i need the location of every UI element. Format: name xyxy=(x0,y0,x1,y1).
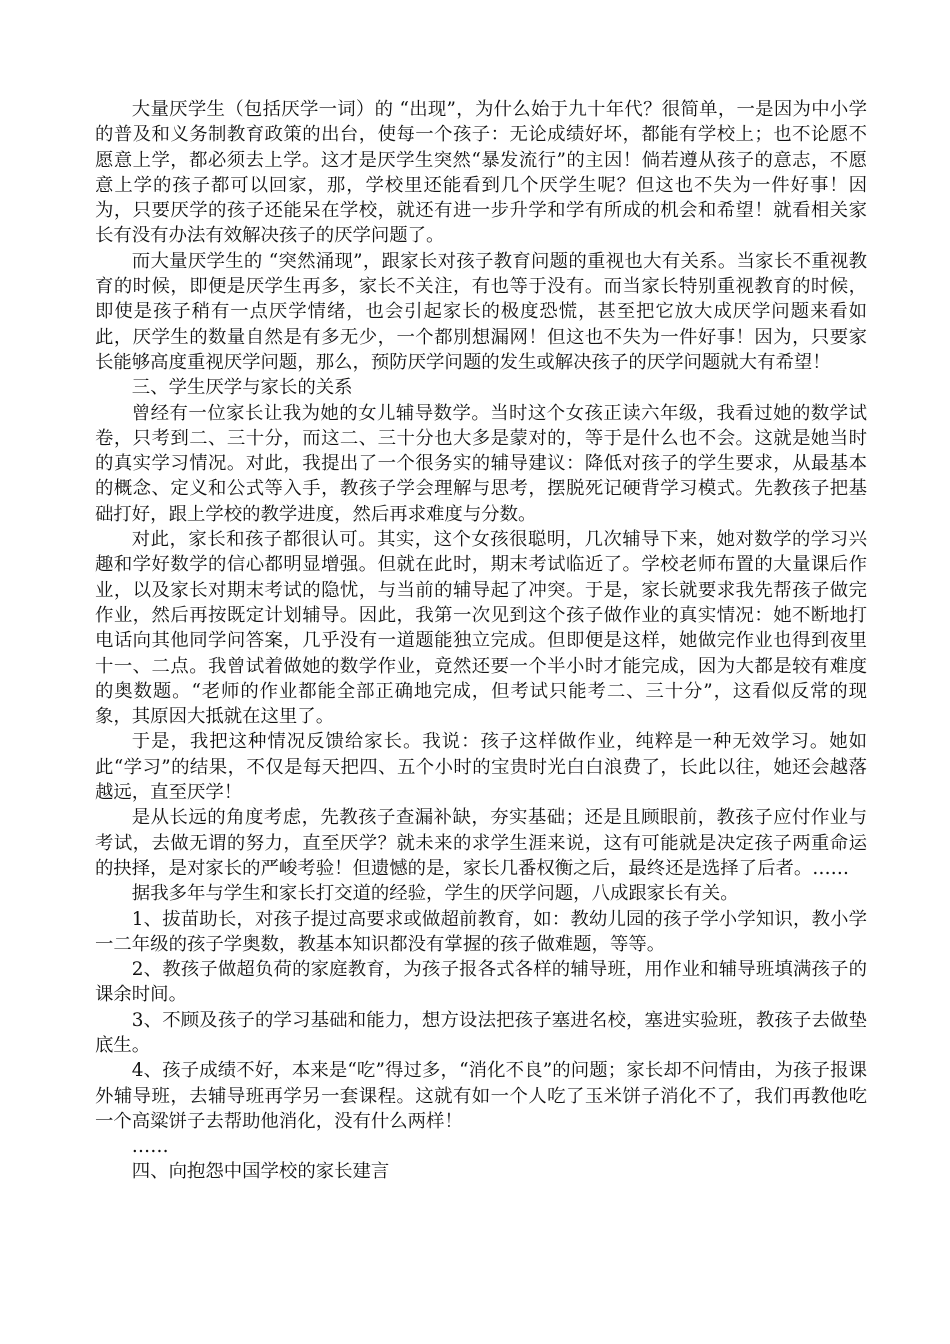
paragraph-8: 据我多年与学生和家长打交道的经验，学生的厌学问题，八成跟家长有关。 xyxy=(131,883,739,905)
paragraph-5: 对此，家长和孩子都很认可。其实，这个女孩很聪明，几次辅导下来，她对数学的学习兴趣和学好数学的信心都明显增强。但就在此时，期末考试临近了。学校老师布置的大量课后作业，以及家长对期末考试的隐忧，与当前的辅导起了冲突。于是，家长就要求我先帮孩子做完作业，然后再按既定计划辅导。因此，我第一次见到这个孩子做作业的真实情况：她不断地打电话向其他同学问答案，几乎没有一道题能独立完成。但即便是这样，她做完作业也得到夜里十一、二点。我曾试着做她的数学作业，竟然还要一个半小时才能完成，因为大都是较有难度的奥数题。“老师的作业都能全部正确地完成，但考试只能考二、三十分”，这看似反常的现象，其原因大抵就在这里了。 xyxy=(95,529,867,728)
section-heading-4: 四、向抱怨中国学校的家长建言 xyxy=(131,1161,390,1183)
paragraph-6: 于是，我把这种情况反馈给家长。我说：孩子这样做作业，纯粹是一种无效学习。她如此“学习”的结果，不仅是每天把四、五个小时的宝贵时光白白浪费了，长此以往，她还会越落越远，直至厌学！ xyxy=(95,731,867,804)
paragraph-7: 是从长远的角度考虑，先教孩子查漏补缺，夯实基础；还是且顾眼前，教孩子应付作业与考试，去做无谓的努力，直至厌学？就未来的求学生涯来说，这有可能就是决定孩子两重命运的抉择，是对家长的严峻考验！但遗憾的是，家长几番权衡之后，最终还是选择了后者。…… xyxy=(95,807,867,879)
section-heading-3: 三、学生厌学与家长的关系 xyxy=(131,377,353,399)
list-item-2: 2、教孩子做超负荷的家庭教育，为孩子报各式各样的辅导班，用作业和辅导班填满孩子的课余时间。 xyxy=(95,959,867,1006)
paragraph-1: 大量厌学生（包括厌学一词）的 “出现”，为什么始于九十年代？很简单，一是因为中小学的普及和义务制教育政策的出台，使每一个孩子：无论成绩好坏，都能有学校上；也不论愿不愿意上学，都必须去上学。这才是厌学生突然“暴发流行”的主因！倘若遵从孩子的意志，不愿意上学的孩子都可以回家，那，学校里还能看到几个厌学生呢？但这也不失为一件好事！因为，只要厌学的孩子还能呆在学校，就还有进一步升学和学有所成的机会和希望！就看相关家长有没有办法有效解决孩子的厌学问题了。 xyxy=(95,99,867,247)
list-item-4: 4、孩子成绩不好，本来是“吃”得过多，“消化不良”的问题；家长却不问情由，为孩子报课外辅导班，去辅导班再学另一套课程。这就有如一个人吃了玉米饼子消化不了，我们再教他吃一个高粱饼子去帮助他消化，没有什么两样！ xyxy=(95,1060,867,1132)
list-item-3: 3、不顾及孩子的学习基础和能力，想方设法把孩子塞进名校，塞进实验班，教孩子去做垫底生。 xyxy=(95,1009,867,1056)
paragraph-4: 曾经有一位家长让我为她的女儿辅导数学。当时这个女孩正读六年级，我看过她的数学试卷，只考到二、三十分，而这二、三十分也大多是蒙对的，等于是什么也不会。这就是她当时的真实学习情况。对此，我提出了一个很务实的辅导建议：降低对孩子的学生要求，从最基本的概念、定义和公式等入手，教孩子学会理解与思考，摆脱死记硬背学习模式。先教孩子把基础打好，跟上学校的教学进度，然后再求难度与分数。 xyxy=(95,402,867,525)
document-body xyxy=(95,97,867,1185)
list-item-1: 1、拔苗助长，对孩子提过高要求或做超前教育，如：教幼儿园的孩子学小学知识，教小学一二年级的孩子学奥数，教基本知识都没有掌握的孩子做难题，等等。 xyxy=(95,908,867,955)
ellipsis-line: …… xyxy=(131,1136,169,1158)
paragraph-2: 而大量厌学生的 “突然涌现”，跟家长对孩子教育问题的重视也大有关系。当家长不重视教育的时候，即便是厌学生再多，家长不关注，有也等于没有。而当家长特别重视教育的时候，即使是孩子稍有一点厌学情绪，也会引起家长的极度恐慌，甚至把它放大成厌学问题来看如此，厌学生的数量自然是有多无少，一个都別想漏网！但这也不失为一件好事！因为，只要家长能够高度重视厌学问题，那么，预防厌学问题的发生或解决孩子的厌学问题就大有希望！ xyxy=(95,250,867,373)
